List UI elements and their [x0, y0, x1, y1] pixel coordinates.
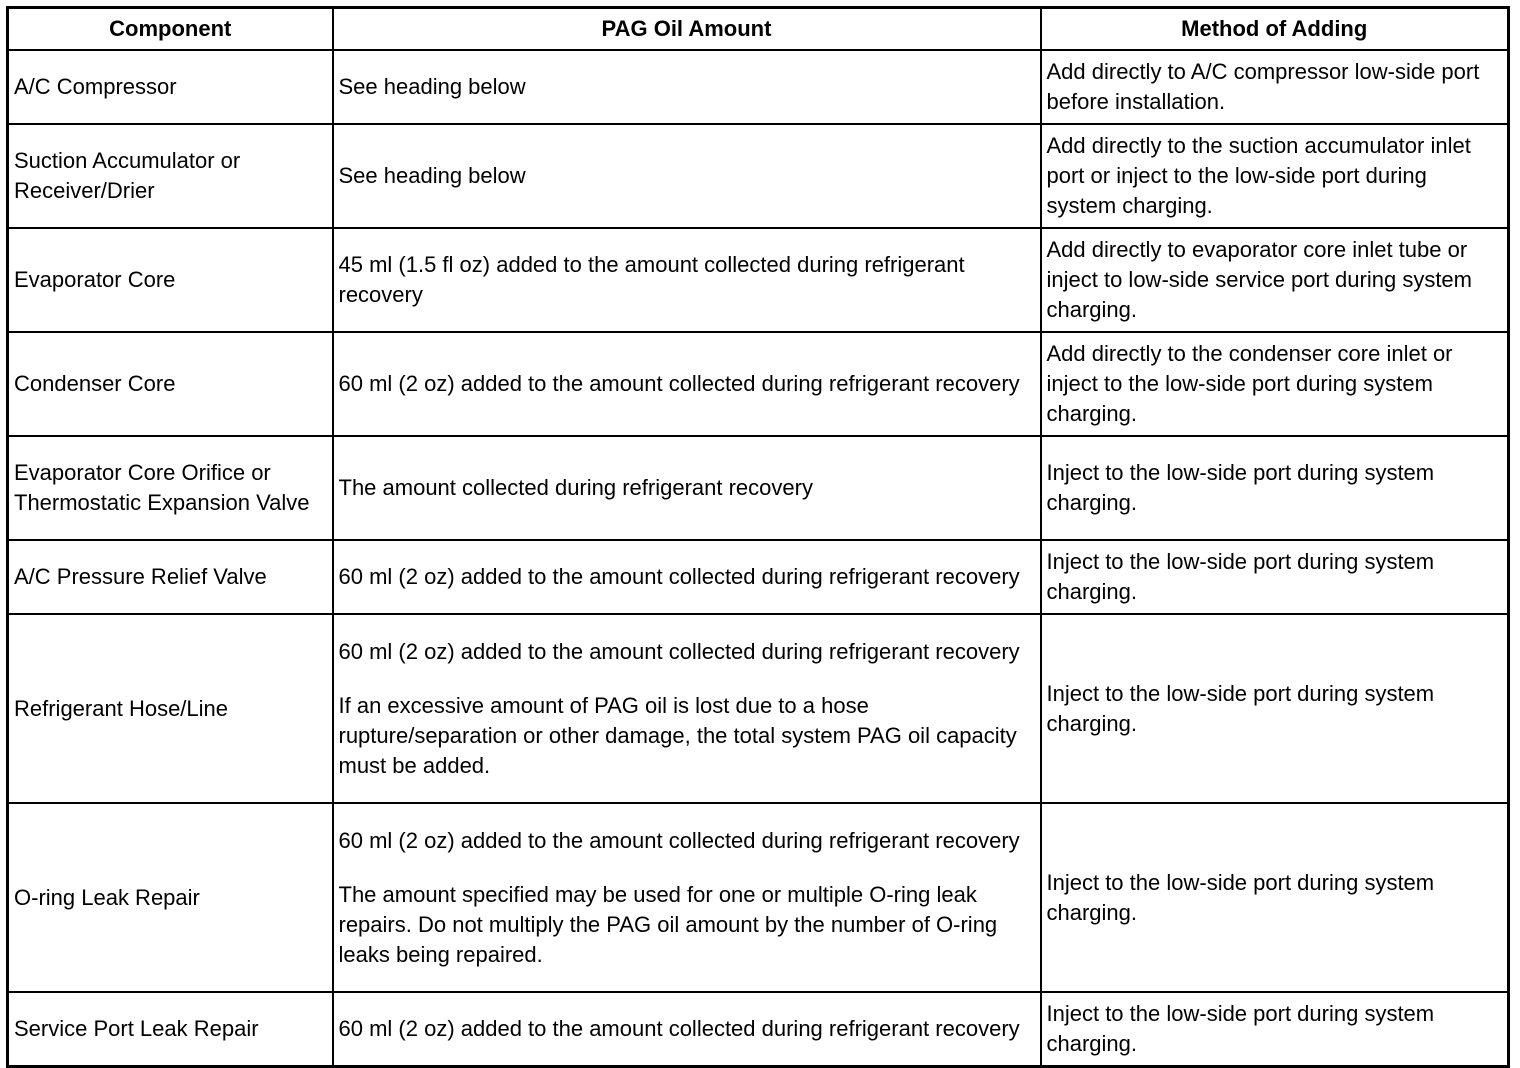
- cell-method: Add directly to the suction accumulator inlet port or inject to the low-side port during system charging.: [1041, 124, 1509, 228]
- pag-oil-table: [6, 6, 1510, 1068]
- amount-text: 60 ml (2 oz) added to the amount collected during refrigerant recovery: [338, 638, 1020, 664]
- cell-component: A/C Compressor: [8, 50, 333, 124]
- amount-note: The amount specified may be used for one or multiple O-ring leak repairs. Do not multiply the PAG oil amount by the number of O-ring leaks being repaired.: [338, 881, 998, 967]
- amount-note: If an excessive amount of PAG oil is lost due to a hose rupture/separation or other damage, the total system PAG oil capacity must be added.: [338, 692, 1017, 778]
- cell-method: Add directly to evaporator core inlet tube or inject to low-side service port during system charging.: [1041, 228, 1509, 332]
- cell-method: Inject to the low-side port during system charging.: [1041, 992, 1509, 1067]
- cell-amount: [333, 332, 1041, 436]
- cell-component: Evaporator Core: [8, 228, 333, 332]
- cell-amount: [333, 124, 1041, 228]
- table-row: [8, 228, 1509, 332]
- cell-component: Service Port Leak Repair: [8, 992, 333, 1067]
- amount-text: 60 ml (2 oz) added to the amount collected during refrigerant recovery: [338, 564, 1020, 589]
- cell-component: Refrigerant Hose/Line: [8, 614, 333, 803]
- cell-method: Inject to the low-side port during system charging.: [1041, 540, 1509, 614]
- table-row: [8, 332, 1509, 436]
- header-component: Component: [8, 8, 333, 51]
- pag-oil-table-container: [6, 6, 1507, 1068]
- cell-method: Inject to the low-side port during system charging.: [1041, 614, 1509, 803]
- cell-method: Add directly to A/C compressor low-side port before installation.: [1041, 50, 1509, 124]
- cell-method: Inject to the low-side port during system charging.: [1041, 436, 1509, 540]
- cell-amount: [333, 540, 1041, 614]
- cell-amount: [333, 228, 1041, 332]
- cell-method: Inject to the low-side port during system charging.: [1041, 803, 1509, 992]
- cell-component: Evaporator Core Orifice or Thermostatic Expansion Valve: [8, 436, 333, 540]
- cell-component: O-ring Leak Repair: [8, 803, 333, 992]
- cell-component: Suction Accumulator or Receiver/Drier: [8, 124, 333, 228]
- amount-text: 60 ml (2 oz) added to the amount collected during refrigerant recovery: [338, 827, 1020, 853]
- cell-method: Add directly to the condenser core inlet or inject to the low-side port during system charging.: [1041, 332, 1509, 436]
- table-row: [8, 614, 1509, 803]
- table-row: [8, 436, 1509, 540]
- cell-amount: [333, 50, 1041, 124]
- amount-text: 60 ml (2 oz) added to the amount collected during refrigerant recovery: [338, 371, 1020, 396]
- table-row: [8, 124, 1509, 228]
- amount-text: The amount collected during refrigerant recovery: [338, 475, 813, 500]
- cell-amount: [333, 803, 1041, 992]
- cell-amount: [333, 614, 1041, 803]
- table-row: [8, 540, 1509, 614]
- table-header-row: [8, 8, 1509, 51]
- cell-component: Condenser Core: [8, 332, 333, 436]
- table-row: [8, 803, 1509, 992]
- cell-component: A/C Pressure Relief Valve: [8, 540, 333, 614]
- amount-text: 60 ml (2 oz) added to the amount collected during refrigerant recovery: [338, 1016, 1020, 1041]
- header-pag-oil-amount: PAG Oil Amount: [333, 8, 1041, 51]
- cell-amount: [333, 436, 1041, 540]
- amount-text: 45 ml (1.5 fl oz) added to the amount collected during refrigerant recovery: [338, 252, 965, 307]
- table-row: [8, 50, 1509, 124]
- table-row: [8, 992, 1509, 1067]
- cell-amount: [333, 992, 1041, 1067]
- amount-text: See heading below: [338, 163, 526, 188]
- amount-text: See heading below: [338, 74, 526, 99]
- header-method-of-adding: Method of Adding: [1041, 8, 1509, 51]
